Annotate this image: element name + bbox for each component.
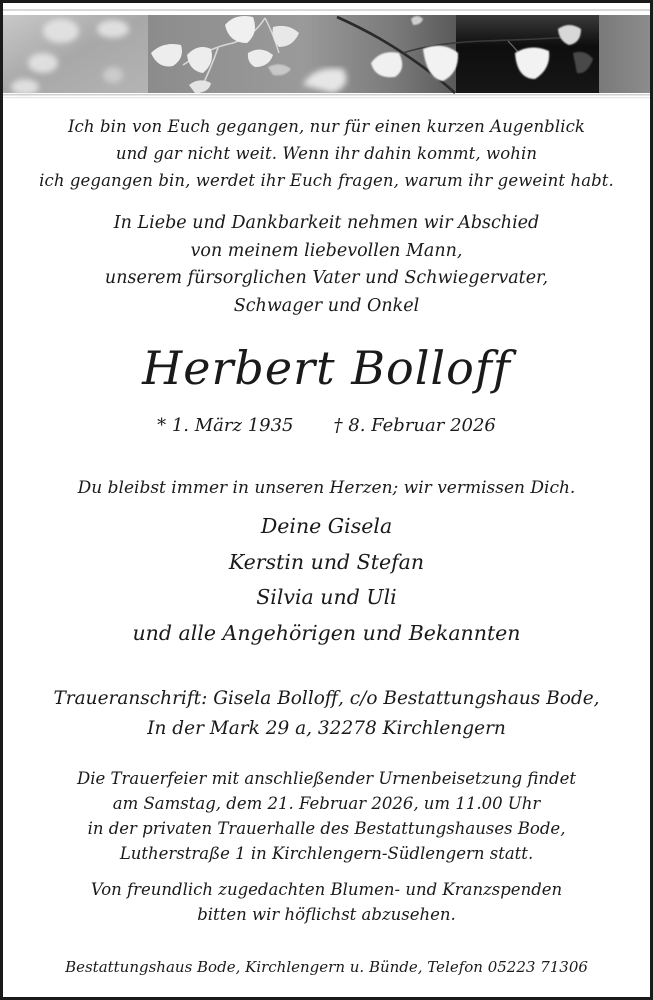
mourning-address xyxy=(3,684,650,744)
life-dates xyxy=(3,413,650,439)
closing-sentiment: Du bleibst immer in unseren Herzen; wir vermissen Dich. xyxy=(77,478,576,498)
ceremony-line: Lutherstraße 1 in Kirchlengern-Südlengern statt. xyxy=(119,844,534,863)
funeral-home-footer: Bestattungshaus Bode, Kirchlengern u. Bünde, Telefon 05223 71306 xyxy=(65,958,588,976)
mourners-list xyxy=(3,509,650,651)
death-date: † 8. Februar 2026 xyxy=(333,415,496,436)
poem-line: Ich bin von Euch gegangen, nur für einen kurzen Augenblick xyxy=(67,117,586,136)
top-rule xyxy=(3,9,650,11)
mourner: Silvia und Uli xyxy=(256,585,397,609)
ginkgo-photo-banner xyxy=(3,3,650,100)
poem-line: und gar nicht weit. Wenn ihr dahin kommt, wohin xyxy=(115,144,538,163)
intro-line: unserem fürsorglichen Vater und Schwiegervater, xyxy=(104,268,549,288)
address-line: Traueranschrift: Gisela Bolloff, c/o Bestattungshaus Bode, xyxy=(53,688,600,709)
mourner: und alle Angehörigen und Bekannten xyxy=(132,620,521,645)
photo-panel-5 xyxy=(599,15,650,93)
flowers-line: Von freundlich zugedachten Blumen- und Kranzspenden xyxy=(90,880,563,899)
intro-line: Schwager und Onkel xyxy=(233,295,420,316)
ceremony-line: in der privaten Trauerhalle des Bestattungshauses Bode, xyxy=(87,819,566,838)
farewell-intro xyxy=(3,210,650,320)
intro-line: von meinem liebevollen Mann, xyxy=(190,240,463,261)
bottom-rule xyxy=(3,94,650,96)
address-line: In der Mark 29 a, 32278 Kirchlengern xyxy=(147,718,506,739)
birth-date: * 1. März 1935 xyxy=(157,415,294,436)
intro-line: In Liebe und Dankbarkeit nehmen wir Abschied xyxy=(113,213,540,233)
memorial-poem xyxy=(3,113,650,194)
ceremony-line: am Samstag, dem 21. Februar 2026, um 11.00 Uhr xyxy=(112,794,541,813)
poem-line: ich gegangen bin, werdet ihr Euch fragen, warum ihr geweint habt. xyxy=(39,171,614,190)
mourner: Kerstin und Stefan xyxy=(228,549,425,574)
deceased-name: Herbert Bolloff xyxy=(142,341,511,395)
ceremony-details xyxy=(3,766,650,866)
ceremony-line: Die Trauerfeier mit anschließender Urnenbeisetzung findet xyxy=(77,769,576,788)
mourner: Deine Gisela xyxy=(260,514,393,538)
flower-donation-note xyxy=(3,877,650,927)
flowers-line: bitten wir höflichst abzusehen. xyxy=(197,905,456,924)
